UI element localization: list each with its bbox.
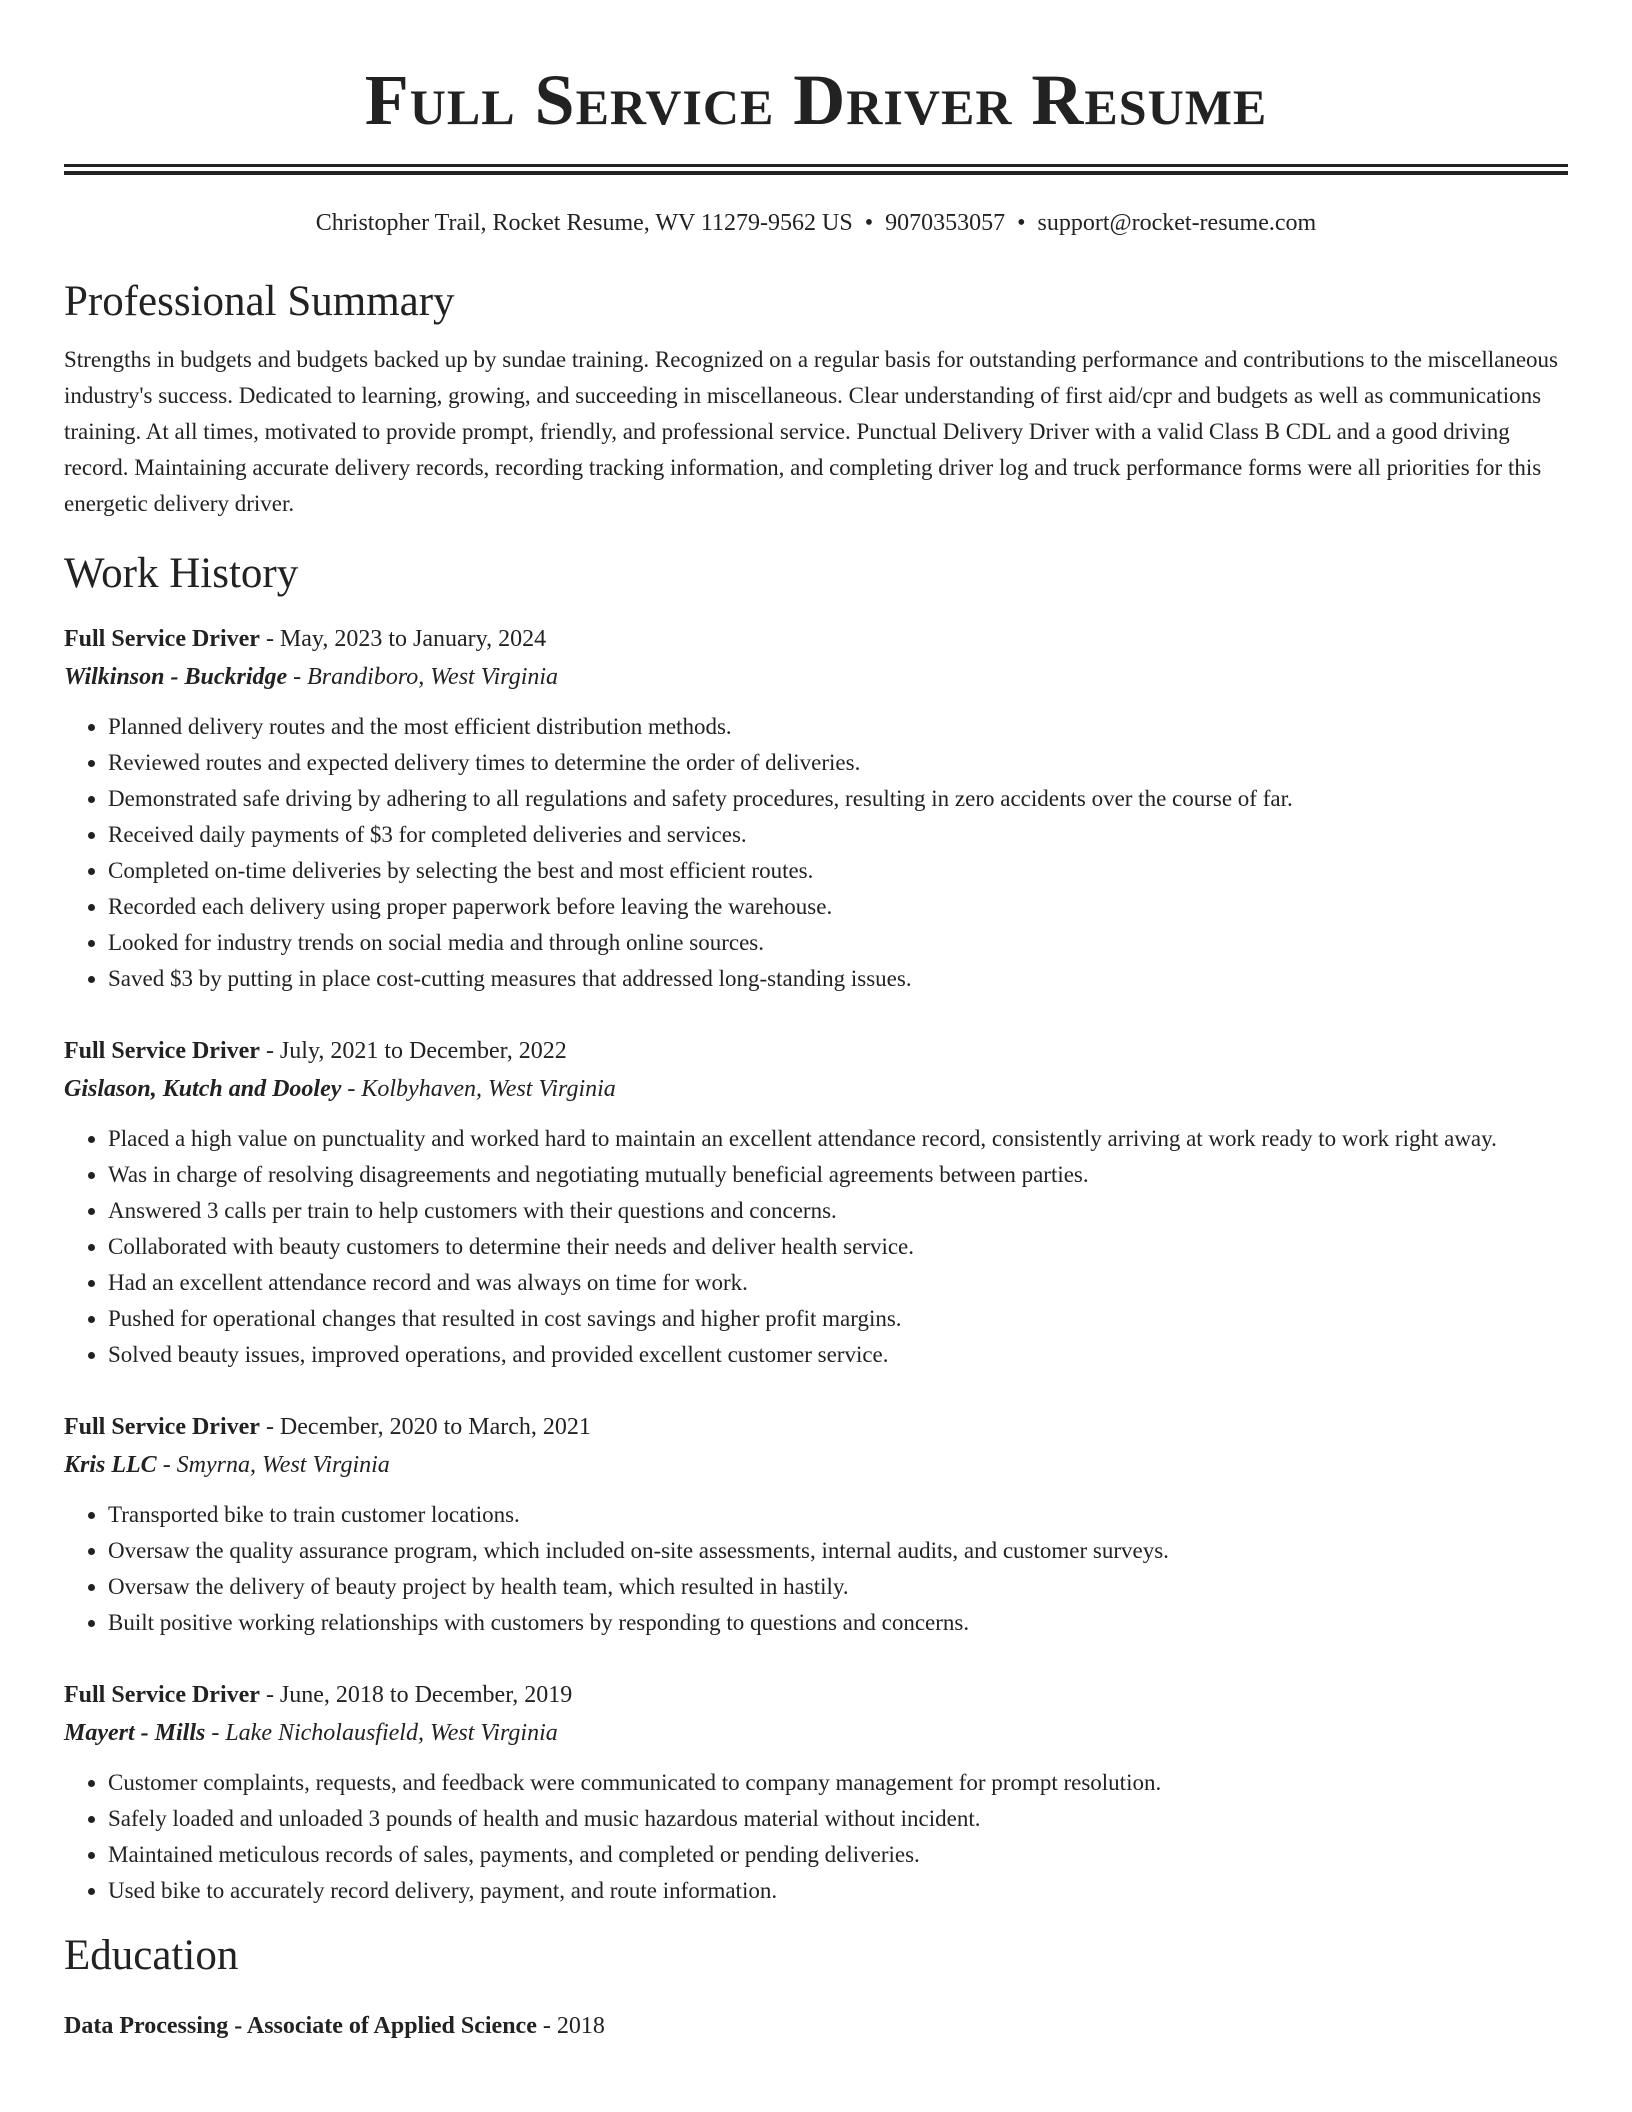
- job-duty: • Demonstrated safe driving by adhering to all regulations and safety procedures, resulting in zero accidents over the course of far.: [108, 781, 1568, 817]
- job-company-line: [64, 658, 1568, 696]
- job-company-line: [64, 1714, 1568, 1752]
- job-title-line: [64, 1677, 1568, 1714]
- contact-phone: 9070353057: [885, 210, 1006, 236]
- job-duty: • Pushed for operational changes that resulted in cost savings and higher profit margins.: [108, 1301, 1568, 1337]
- job-duties-list: [64, 1121, 1568, 1373]
- job-company: Wilkinson - Buckridge: [64, 664, 288, 690]
- job-entry: [64, 1677, 1568, 1909]
- education-heading: Education: [64, 1932, 239, 1979]
- job-duty: • Received daily payments of $3 for completed deliveries and services.: [108, 817, 1568, 853]
- job-company-line: [64, 1070, 1568, 1108]
- job-role: Full Service Driver: [64, 1682, 260, 1708]
- job-duty: • Was in charge of resolving disagreements and negotiating mutually beneficial agreements between parties.: [108, 1157, 1568, 1193]
- summary-heading: Professional Summary: [64, 278, 455, 325]
- job-duty: • Used bike to accurately record delivery, payment, and route information.: [108, 1873, 1568, 1909]
- resume-title: Full Service Driver Resume: [364, 60, 1268, 140]
- job-company: Gislason, Kutch and Dooley: [64, 1076, 342, 1102]
- job-duty: • Planned delivery routes and the most efficient distribution methods.: [108, 709, 1568, 745]
- job-duty: • Recorded each delivery using proper paperwork before leaving the warehouse.: [108, 889, 1568, 925]
- job-dates: - July, 2021 to December, 2022: [259, 1038, 567, 1064]
- job-duties-list: [64, 709, 1568, 997]
- education-entry: [64, 2010, 1568, 2042]
- job-title-line: [64, 1033, 1568, 1070]
- job-role: Full Service Driver: [64, 1038, 260, 1064]
- job-duty: • Had an excellent attendance record and was always on time for work.: [108, 1265, 1568, 1301]
- job-duty: • Answered 3 calls per train to help customers with their questions and concerns.: [108, 1193, 1568, 1229]
- job-duty: • Transported bike to train customer locations.: [108, 1497, 1568, 1533]
- job-title-line: [64, 1409, 1568, 1446]
- job-duties-list: [64, 1765, 1568, 1909]
- job-duty: • Oversaw the delivery of beauty project by health team, which resulted in hastily.: [108, 1569, 1568, 1605]
- job-duty: • Completed on-time deliveries by selecting the best and most efficient routes.: [108, 853, 1568, 889]
- job-title-line: [64, 621, 1568, 658]
- education-degree: Data Processing - Associate of Applied Science: [64, 2013, 537, 2039]
- job-duty: • Built positive working relationships with customers by responding to questions and concerns.: [108, 1605, 1568, 1641]
- education-year: - 2018: [536, 2013, 605, 2039]
- contact-address: Christopher Trail, Rocket Resume, WV 11279-9562 US: [315, 210, 853, 236]
- job-duty: • Oversaw the quality assurance program, which included on-site assessments, internal audits, and customer surveys.: [108, 1533, 1568, 1569]
- work-history-heading: Work History: [64, 550, 299, 597]
- job-duty: • Customer complaints, requests, and feedback were communicated to company management for prompt resolution.: [108, 1765, 1568, 1801]
- job-duties-list: [64, 1497, 1568, 1641]
- job-duty: • Maintained meticulous records of sales, payments, and completed or pending deliveries.: [108, 1837, 1568, 1873]
- job-entry: [64, 1409, 1568, 1641]
- job-role: Full Service Driver: [64, 1414, 260, 1440]
- job-company: Mayert - Mills: [64, 1720, 206, 1746]
- job-duty: • Solved beauty issues, improved operations, and provided excellent customer service.: [108, 1337, 1568, 1373]
- title-divider: [64, 164, 1568, 175]
- job-duty: • Collaborated with beauty customers to determine their needs and deliver health service.: [108, 1229, 1568, 1265]
- job-location: - Kolbyhaven, West Virginia: [341, 1076, 616, 1102]
- contact-email: support@rocket-resume.com: [1037, 210, 1317, 236]
- job-duty: • Safely loaded and unloaded 3 pounds of health and music hazardous material without incident.: [108, 1801, 1568, 1837]
- job-entry: [64, 1033, 1568, 1373]
- job-location: - Brandiboro, West Virginia: [287, 664, 559, 690]
- job-duty: • Reviewed routes and expected delivery times to determine the order of deliveries.: [108, 745, 1568, 781]
- job-company: Kris LLC: [64, 1452, 157, 1478]
- job-duty: • Looked for industry trends on social media and through online sources.: [108, 925, 1568, 961]
- job-location: - Smyrna, West Virginia: [156, 1452, 390, 1478]
- job-dates: - December, 2020 to March, 2021: [259, 1414, 591, 1440]
- job-company-line: [64, 1446, 1568, 1484]
- contact-separator: •: [1017, 210, 1026, 236]
- job-location: - Lake Nicholausfield, West Virginia: [205, 1720, 558, 1746]
- job-dates: - June, 2018 to December, 2019: [259, 1682, 573, 1708]
- contact-separator: •: [864, 210, 874, 236]
- summary-text: Strengths in budgets and budgets backed up by sundae training. Recognized on a regular basis for outstanding performance and contributions to the miscellaneous industry's success. Dedicated to learning, growing, and succeeding in miscellaneous. Clear understanding of first aid/cpr and budgets as well as communications training. At all times, motivated to provide prompt, friendly, and professional service. Punctual Delivery Driver with a valid Class B CDL and a good driving record. Maintaining accurate delivery records, recording tracking information, and completing driver log and truck performance forms were all priorities for this energetic delivery driver.: [64, 347, 1558, 516]
- job-dates: - May, 2023 to January, 2024: [259, 626, 547, 652]
- job-role: Full Service Driver: [64, 626, 260, 652]
- job-duty: • Saved $3 by putting in place cost-cutting measures that addressed long-standing issues.: [108, 961, 1568, 997]
- contact-line: [64, 208, 1568, 238]
- job-duty: • Placed a high value on punctuality and worked hard to maintain an excellent attendance record, consistently arriving at work ready to work right away.: [108, 1121, 1568, 1157]
- job-entry: [64, 621, 1568, 997]
